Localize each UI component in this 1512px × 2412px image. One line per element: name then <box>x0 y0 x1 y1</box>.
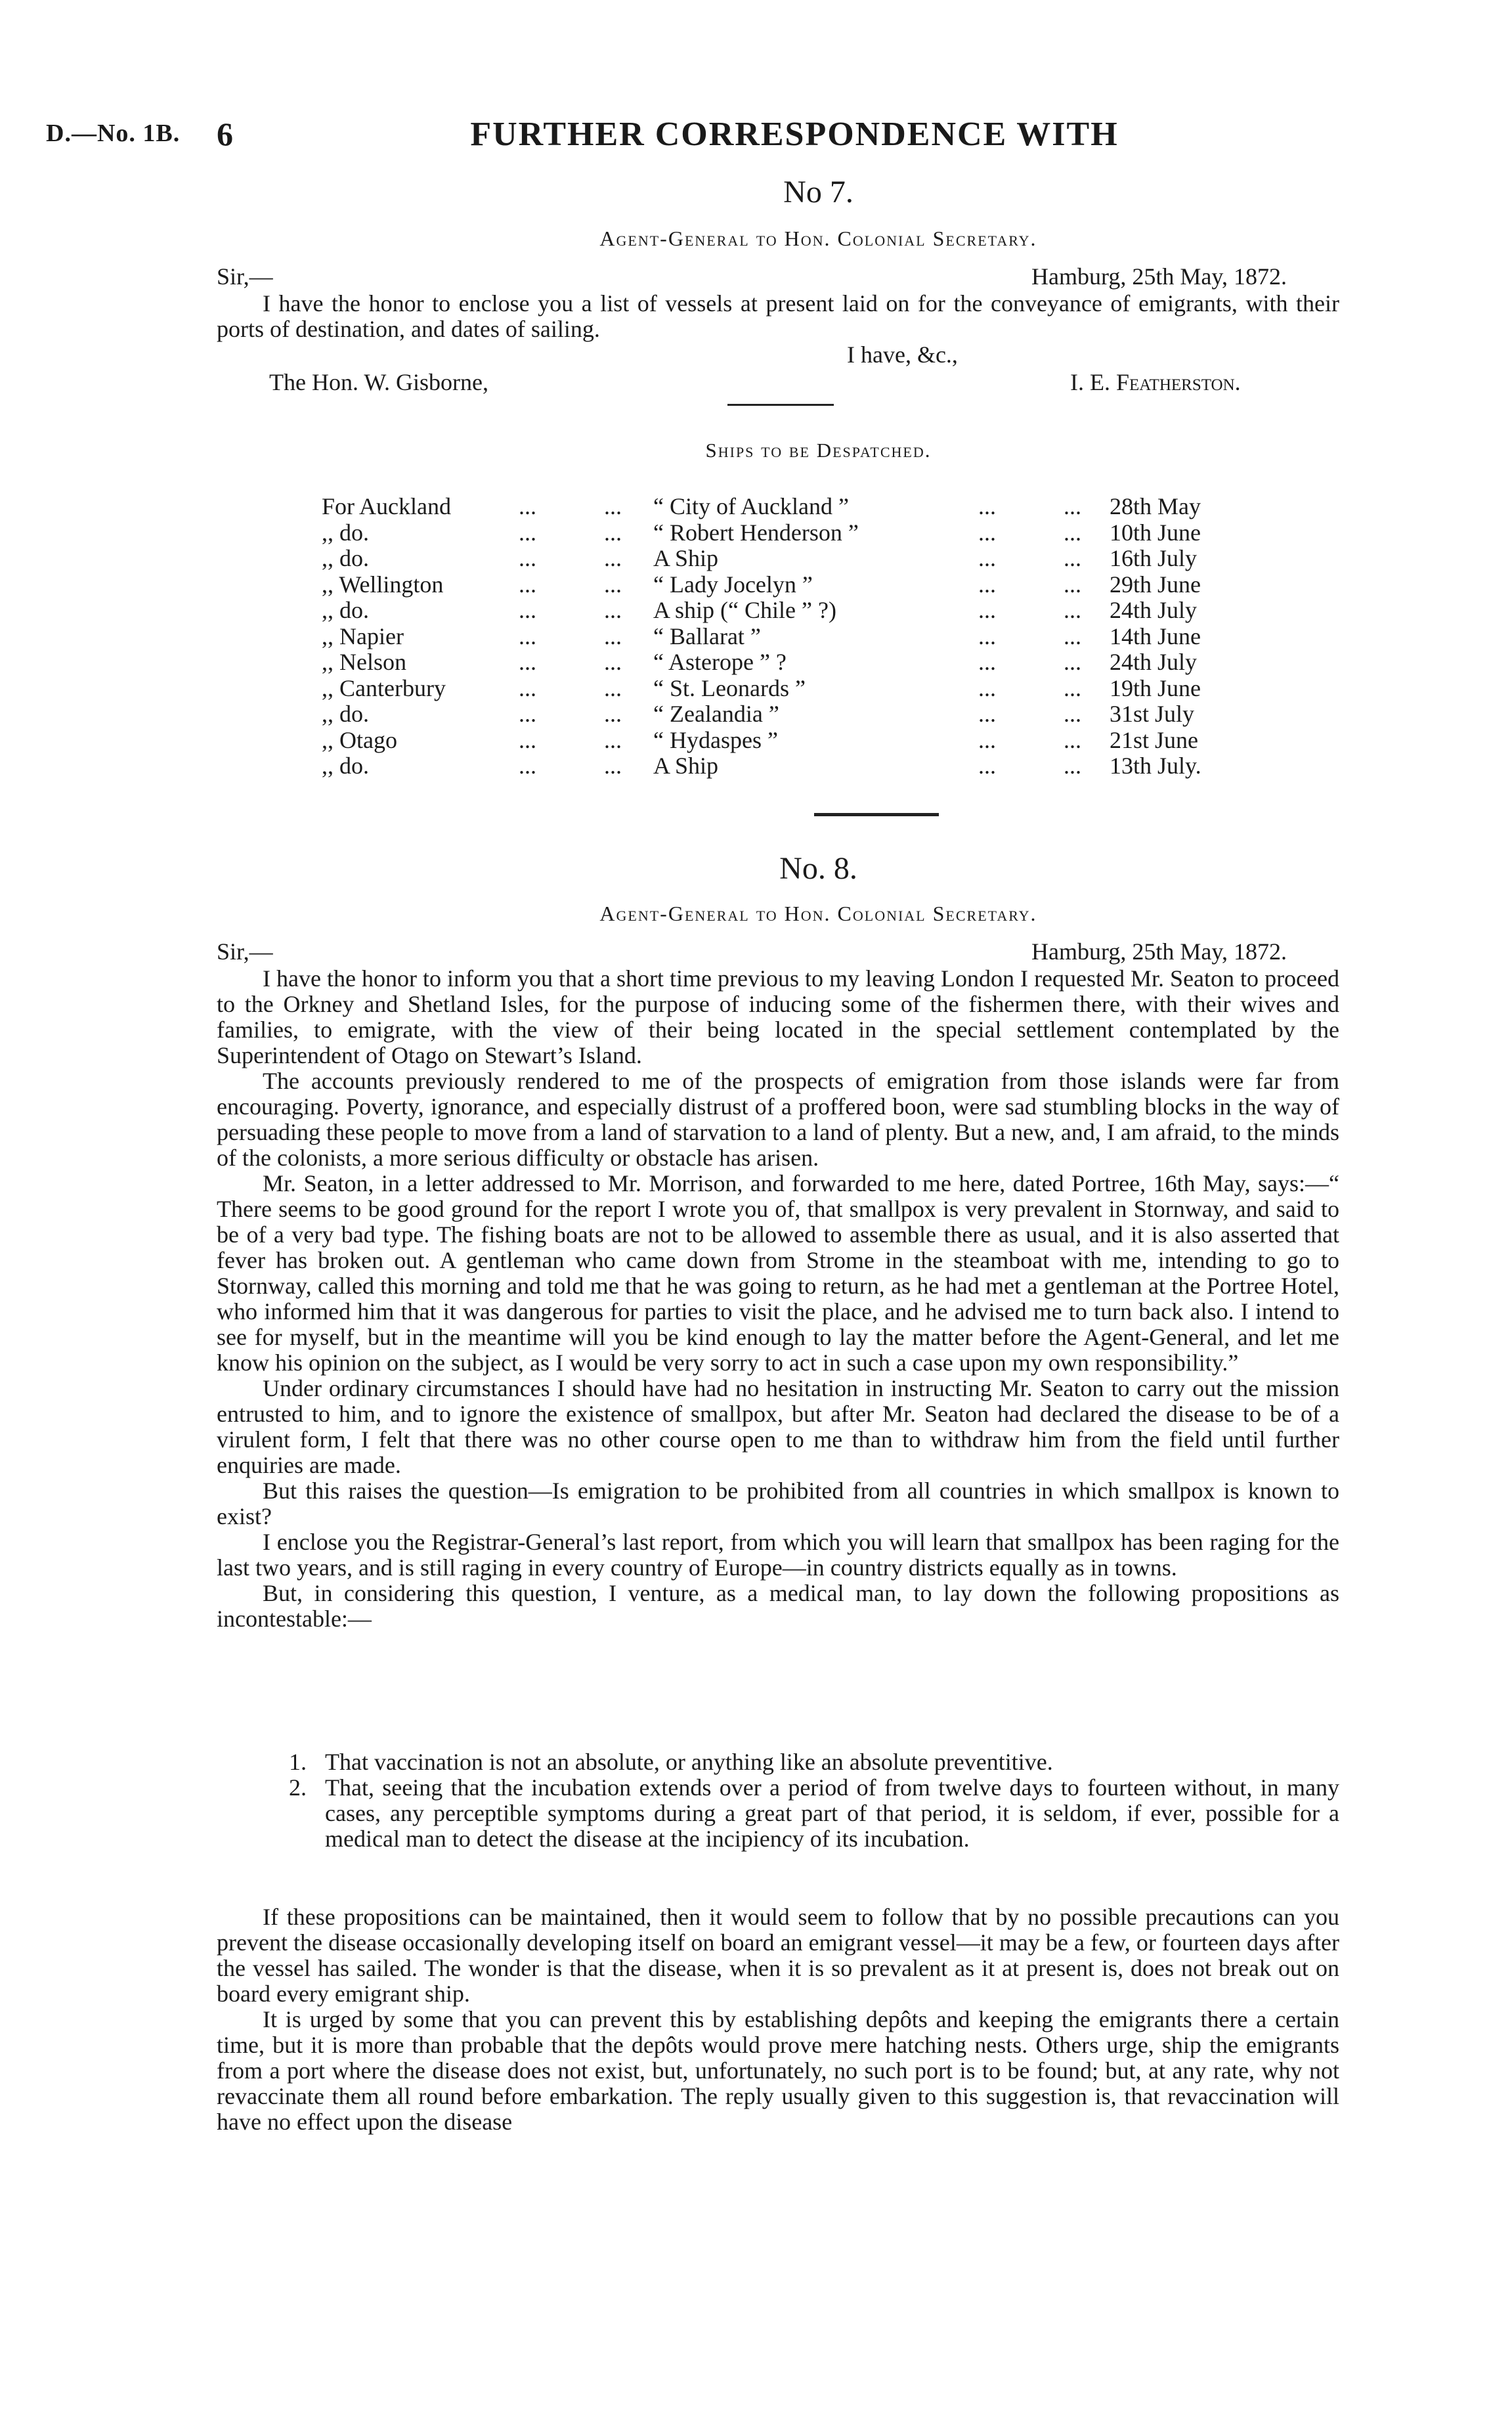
leader-dots: ... <box>978 597 996 623</box>
date-cell: 10th June <box>1110 519 1201 546</box>
table-row <box>322 572 1254 598</box>
leader-dots: ... <box>519 493 536 519</box>
leader-dots: ... <box>1064 493 1081 519</box>
letter-7-number: No 7. <box>783 175 853 209</box>
list-item <box>289 1775 1339 1852</box>
leader-dots: ... <box>604 623 622 649</box>
leader-dots: ... <box>519 519 536 546</box>
letter-7-place-date: Hamburg, 25th May, 1872. <box>1031 263 1287 290</box>
date-cell: 16th July <box>1110 545 1198 571</box>
divider <box>727 404 834 406</box>
port-cell: ,, Wellington <box>322 571 444 598</box>
port-cell: ,, Napier <box>322 623 404 649</box>
divider <box>814 813 939 816</box>
leader-dots: ... <box>519 701 536 727</box>
leader-dots: ... <box>604 726 622 753</box>
leader-dots: ... <box>519 545 536 571</box>
table-row <box>322 649 1254 676</box>
propositions-list <box>289 1749 1339 1852</box>
port-cell: ,, Nelson <box>322 649 406 675</box>
date-cell: 31st July <box>1110 701 1195 727</box>
ships-table-title: Ships to be Despatched. <box>705 439 932 462</box>
document-reference: D.—No. 1B. <box>46 120 181 147</box>
list-item <box>289 1749 1339 1775</box>
date-cell: 29th June <box>1110 571 1201 598</box>
port-cell: ,, do. <box>322 519 369 546</box>
letter-7-closing: I have, &c., <box>847 341 958 368</box>
body-paragraph: I have the honor to inform you that a short time previous to my leaving London I requested Mr. Seaton to proceed to the Orkney and Shetland Isles, for the purpose of inducing some of the fishermen there, with their wives and families, to emigrate, with the view of their being located in the special settlement contemplated by the Superintendent of Otago on Stewart’s Island. <box>217 965 1339 1068</box>
leader-dots: ... <box>1064 649 1081 675</box>
port-cell: ,, do. <box>322 545 369 571</box>
leader-dots: ... <box>1064 519 1081 546</box>
leader-dots: ... <box>604 753 622 779</box>
item-number: 2. <box>289 1774 307 1801</box>
leader-dots: ... <box>1064 726 1081 753</box>
port-cell: ,, do. <box>322 753 369 779</box>
ship-cell: “ Robert Henderson ” <box>653 519 859 546</box>
leader-dots: ... <box>978 571 996 598</box>
page-number: 6 <box>217 116 233 152</box>
page-header <box>46 115 1464 167</box>
ship-cell: “ Ballarat ” <box>653 623 761 649</box>
body-paragraph: Mr. Seaton, in a letter addressed to Mr. Morrison, and forwarded to me here, dated Portree, 16th May, says:—“ There seems to be good ground for the report I wrote you of, that smallpox is very prevalent in Stornway, and said to be of a very bad type. The fishing boats are not to be allowed to assemble there as usual, and it is also asserted that fever has broken out. A gentleman who came down from Strome in the steamboat with me, intending to go to Stornway, called this morning and told me that he was going to return, as he had met a gentleman at the Portree Hotel, who informed him that it was dangerous for parties to visit the place, and he advised me to turn back also. I intend to see for myself, but in the meantime will you be kind enough to lay the matter before the Agent-General, and let me know his opinion on the subject, as I would be very sorry to act in such a case upon my own responsibility.” <box>217 1170 1339 1376</box>
ship-cell: A Ship <box>653 545 719 571</box>
letter-7-paragraph: I have the honor to enclose you a list of vessels at present laid on for the conveyance of emigrants, with their ports of destination, and dates of sailing. <box>217 290 1339 342</box>
leader-dots: ... <box>978 649 996 675</box>
ship-cell: “ Hydaspes ” <box>653 726 778 753</box>
leader-dots: ... <box>604 649 622 675</box>
leader-dots: ... <box>519 623 536 649</box>
leader-dots: ... <box>1064 597 1081 623</box>
leader-dots: ... <box>604 545 622 571</box>
table-row <box>322 701 1254 728</box>
ship-cell: “ City of Auckland ” <box>653 493 849 519</box>
body-paragraph: If these propositions can be maintained, then it would seem to follow that by no possible precautions can you prevent the disease occasionally developing itself on board an emigrant vessel—it may be a few, or fourteen days after the vessel has sailed. The wonder is that the disease, when it is so prevalent as it at present is, does not break out on board every emigrant ship. <box>217 1904 1339 2007</box>
leader-dots: ... <box>604 519 622 546</box>
letter-8-body <box>217 966 1339 1632</box>
leader-dots: ... <box>978 701 996 727</box>
date-cell: 13th July. <box>1110 753 1201 779</box>
ship-cell: A ship (“ Chile ” ?) <box>653 597 836 623</box>
leader-dots: ... <box>978 674 996 701</box>
item-number: 1. <box>289 1749 307 1775</box>
item-text: That, seeing that the incubation extends over a period of from twelve days to fourteen without, in many cases, any perceptible symptoms during a great part of that period, it is seldom, if ever, possible for a medical man to detect the disease at the incipiency of its incubation. <box>325 1774 1339 1852</box>
ships-table <box>322 494 1254 779</box>
body-paragraph: It is urged by some that you can prevent this by establishing depôts and keeping the emigrants there a certain time, but it is more than probable that the depôts would prove mere hatching nests. Others urge, ship the emigrants from a port where the disease does not exist, but, unfortunately, no such port is to be found; but, at any rate, why not revaccinate them all round before embarkation. The reply usually given to this suggestion is, that revaccination will have no effect upon the disease <box>217 2006 1339 2135</box>
leader-dots: ... <box>1064 753 1081 779</box>
leader-dots: ... <box>519 597 536 623</box>
date-cell: 21st June <box>1110 726 1198 753</box>
ship-cell: A Ship <box>653 753 719 779</box>
date-cell: 24th July <box>1110 649 1198 675</box>
leader-dots: ... <box>604 493 622 519</box>
table-row <box>322 598 1254 624</box>
leader-dots: ... <box>519 753 536 779</box>
port-cell: For Auckland <box>322 493 451 519</box>
table-row <box>322 728 1254 754</box>
leader-dots: ... <box>978 753 996 779</box>
leader-dots: ... <box>978 493 996 519</box>
ship-cell: “ St. Leonards ” <box>653 674 806 701</box>
letter-8-heading: Agent-General to Hon. Colonial Secretary. <box>599 902 1037 925</box>
leader-dots: ... <box>519 726 536 753</box>
body-paragraph: The accounts previously rendered to me of the prospects of emigration from those islands were far from encouraging. Poverty, ignorance, and especially distrust of a proffered boon, were sad stumbling blocks in the way of persuading these people to move from a land of starvation to a land of plenty. But a new, and, I am afraid, to the minds of the colonists, a more serious difficulty or obstacle has arisen. <box>217 1068 1339 1171</box>
letter-8-number: No. 8. <box>779 851 857 886</box>
letter-8-place-date: Hamburg, 25th May, 1872. <box>1031 938 1287 965</box>
leader-dots: ... <box>519 571 536 598</box>
leader-dots: ... <box>1064 623 1081 649</box>
leader-dots: ... <box>604 597 622 623</box>
date-cell: 14th June <box>1110 623 1201 649</box>
leader-dots: ... <box>604 701 622 727</box>
ship-cell: “ Lady Jocelyn ” <box>653 571 813 598</box>
leader-dots: ... <box>519 649 536 675</box>
letter-7-signature: I. E. Featherston. <box>1070 369 1241 395</box>
leader-dots: ... <box>978 726 996 753</box>
table-row <box>322 753 1254 779</box>
date-cell: 19th June <box>1110 674 1201 701</box>
table-row <box>322 624 1254 650</box>
leader-dots: ... <box>604 571 622 598</box>
item-text: That vaccination is not an absolute, or anything like an absolute preventitive. <box>325 1749 1053 1775</box>
port-cell: ,, do. <box>322 597 369 623</box>
leader-dots: ... <box>978 623 996 649</box>
letter-7-heading: Agent-General to Hon. Colonial Secretary. <box>599 227 1037 250</box>
ship-cell: “ Zealandia ” <box>653 701 779 727</box>
body-paragraph: But, in considering this question, I venture, as a medical man, to lay down the following propositions as incontestable:— <box>217 1580 1339 1632</box>
letter-7-body <box>217 291 1339 342</box>
date-cell: 28th May <box>1110 493 1201 519</box>
body-paragraph: But this raises the question—Is emigration to be prohibited from all countries in which smallpox is known to exist? <box>217 1478 1339 1529</box>
leader-dots: ... <box>1064 701 1081 727</box>
port-cell: ,, do. <box>322 701 369 727</box>
letter-7-addressee: The Hon. W. Gisborne, <box>269 369 488 395</box>
table-row <box>322 546 1254 572</box>
date-cell: 24th July <box>1110 597 1198 623</box>
leader-dots: ... <box>1064 545 1081 571</box>
leader-dots: ... <box>978 545 996 571</box>
table-row <box>322 494 1254 520</box>
port-cell: ,, Canterbury <box>322 674 446 701</box>
port-cell: ,, Otago <box>322 726 397 753</box>
body-paragraph: I enclose you the Registrar-General’s last report, from which you will learn that smallpox has been raging for the last two years, and is still raging in every country of Europe—in country districts equally as in towns. <box>217 1529 1339 1581</box>
leader-dots: ... <box>1064 571 1081 598</box>
letter-8-salutation: Sir,— <box>217 938 273 965</box>
letter-7-salutation: Sir,— <box>217 263 273 290</box>
leader-dots: ... <box>1064 674 1081 701</box>
body-paragraph: Under ordinary circumstances I should have had no hesitation in instructing Mr. Seaton to carry out the mission entrusted to him, and to ignore the existence of smallpox, but after Mr. Seaton had declared the disease to be of a virulent form, I felt that there was no other course open to me than to withdraw him from the field until further enquiries are made. <box>217 1375 1339 1478</box>
table-row <box>322 520 1254 546</box>
leader-dots: ... <box>978 519 996 546</box>
page-title: FURTHER CORRESPONDENCE WITH <box>470 116 1119 153</box>
ship-cell: “ Asterope ” ? <box>653 649 787 675</box>
leader-dots: ... <box>519 674 536 701</box>
table-row <box>322 676 1254 702</box>
letter-8-body-continued <box>217 1904 1339 2135</box>
leader-dots: ... <box>604 674 622 701</box>
